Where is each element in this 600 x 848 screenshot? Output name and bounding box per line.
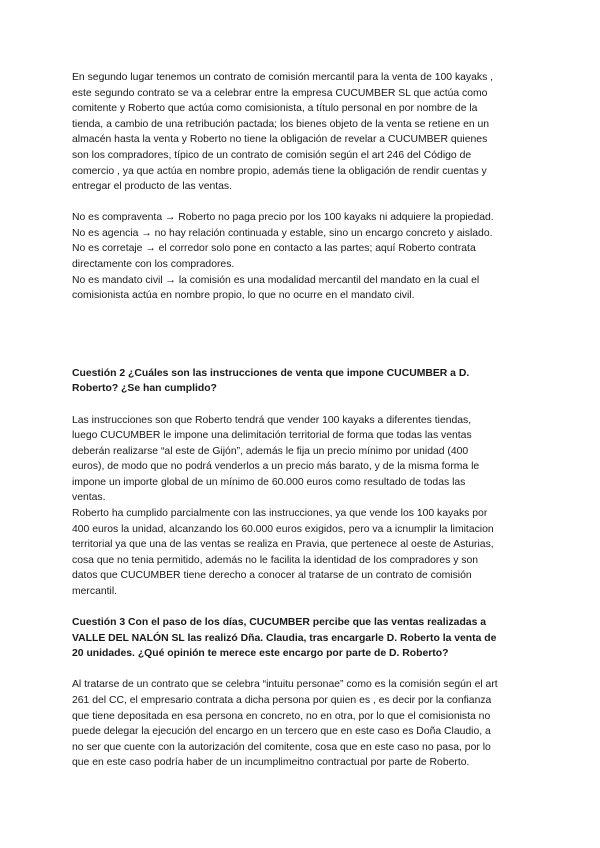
text-line: que en este caso podría haber de un incumplimeitno contractual por parte de Roberto. (72, 757, 470, 769)
heading-line: 20 unidades. ¿Qué opinión te merece este encargo por parte de D. Roberto? (72, 648, 449, 660)
text-line: 400 euros la unidad, alcanzando los 60.000 euros exigidos, pero va a icnumplir la limitacion (72, 523, 494, 535)
answer-2-instructions (72, 413, 534, 507)
text-line: comisionista actúa en nombre propio, lo que no ocurre en el mandato civil. (72, 290, 415, 302)
text-line: No es agencia → no hay relación continuada y estable, sino un encargo concreto y aislado. (72, 227, 493, 239)
text-line: ventas. (72, 492, 106, 504)
text-line: No es mandato civil → la comisión es una modalidad mercantil del mandato en la cual el (72, 274, 480, 286)
text-line: euros), de modo que no podrá venderlos a un precio más barato, y de la misma forma le (72, 461, 480, 473)
text-line: 261 del CC, el empresario contrata a dicha persona por quien es , es decir por la confianza (72, 695, 492, 706)
text-line: cosa que no tenia permitido, además no le facilita la identidad de los compradores y son (72, 554, 479, 566)
text-line: En segundo lugar tenemos un contrato de comisión mercantil para la venta de 100 kayaks , (72, 72, 494, 83)
text-line: Al tratarse de un contrato que se celebra “intuitu personae” como es la comisión según el art (72, 679, 498, 691)
paragraph-commission-contract (72, 70, 534, 195)
heading-line: Cuestión 3 Con el paso de los días, CUCUMBER percibe que las ventas realizadas a (72, 617, 487, 629)
text-line: deberán realizarse “al este de Gijón”, además le fija un precio mínimo por unidad (400 (72, 445, 469, 457)
text-line: entregar el producto de las ventas. (72, 181, 232, 193)
text-line: comercio , ya que actúa en nombre propio, además tiene la obligación de rendir cuentas y (72, 165, 487, 177)
question-3-heading (72, 615, 534, 662)
blank-space (72, 304, 534, 366)
heading-line: Cuestión 2 ¿Cuáles son las instrucciones de venta que impone CUCUMBER a D. (72, 367, 470, 379)
text-line: territorial ya que una de las ventas se realiza en Pravia, que pertenece al oeste de Asturias, (72, 539, 494, 551)
text-line: almacén hasta la venta y Roberto no tiene la obligación de revelar a CUCUMBER quienes (72, 134, 488, 146)
text-line: que tiene depositada en esa persona en concreto, no en otra, por lo que el comisionista no (72, 710, 491, 722)
heading-line: Roberto? ¿Se han cumplido? (72, 383, 217, 395)
text-line: mercantil. (72, 586, 118, 598)
text-line: puede delegar la ejecución del encargo en un tercero que en este caso es Doña Claudio, a (72, 726, 491, 738)
text-line: tienda, a cambio de una retribución pactada; los bienes objeto de la venta se retiene en un (72, 118, 490, 130)
heading-line: VALLE DEL NALÓN SL las realizó Dña. Claudia, tras encargarle D. Roberto la venta de (72, 632, 497, 644)
question-2-heading (72, 366, 534, 397)
text-line: No es corretaje → el corredor solo pone en contacto a las partes; aquí Roberto contrata (72, 243, 476, 255)
text-line: son los compradores, típico de un contrato de comisión según el art 246 del Código de (72, 149, 472, 161)
text-line: este segundo contrato se va a celebrar entre la empresa CUCUMBER SL que actúa como (72, 87, 488, 99)
text-line: impone un importe global de un mínimo de 60.000 euros como resultado de todas las (72, 476, 466, 488)
text-line: No es compraventa → Roberto no paga precio por los 100 kayaks ni adquiere la propiedad. (72, 212, 494, 224)
text-line: datos que CUCUMBER tiene derecho a conocer al tratarse de un contrato de comisión (72, 570, 472, 582)
document-page (72, 70, 534, 771)
answer-3 (72, 677, 534, 771)
text-line: no ser que cuente con la autorización del comitente, cosa que en este caso no pasa, por lo (72, 741, 491, 753)
text-line: Roberto ha cumplido parcialmente con las instrucciones, ya que vende los 100 kayaks por (72, 508, 488, 520)
text-line: directamente con los compradores. (72, 259, 235, 271)
paragraph-distinctions (72, 210, 534, 304)
text-line: Las instrucciones son que Roberto tendrá que vender 100 kayaks a diferentes tiendas, (72, 414, 472, 426)
text-line: luego CUCUMBER le impone una delimitación territorial de forma que todas las ventas (72, 430, 472, 442)
text-line: comitente y Roberto que actúa como comisionista, a título personal en por nombre de la (72, 103, 478, 115)
answer-2-compliance (72, 506, 534, 600)
